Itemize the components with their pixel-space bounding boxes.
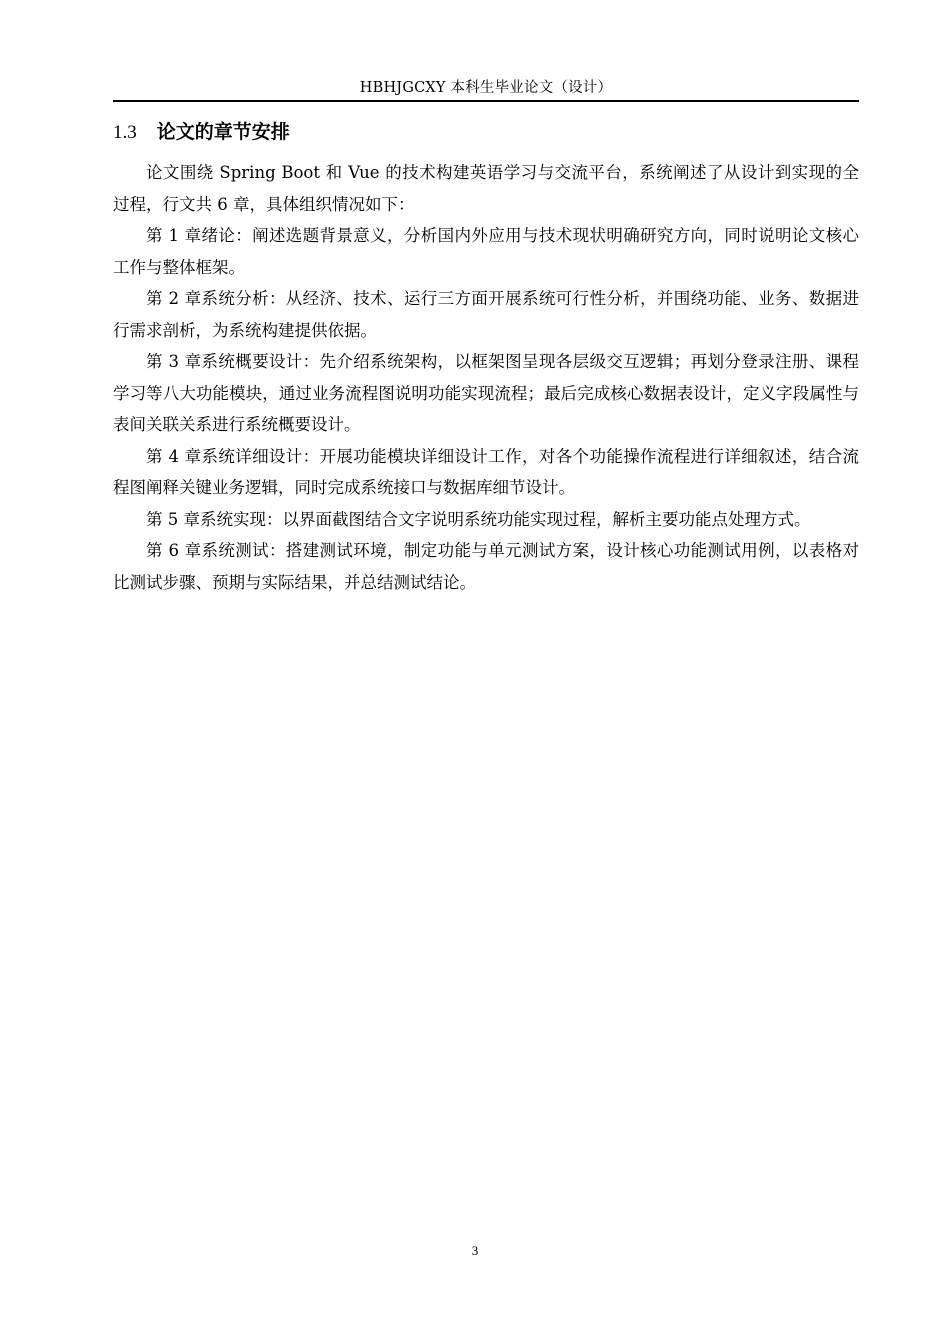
page-number: 3: [471, 1243, 479, 1258]
paragraph-chapter-4: 第 4 章系统详细设计：开展功能模块详细设计工作，对各个功能操作流程进行详细叙述，结合流程图阐释关键业务逻辑，同时完成系统接口与数据库细节设计。: [113, 446, 859, 497]
paragraph-chapter-5: 第 5 章系统实现：以界面截图结合文字说明系统功能实现过程，解析主要功能点处理方式。: [146, 509, 811, 529]
section-title: 论文的章节安排: [156, 121, 290, 143]
paragraph-chapter-2: 第 2 章系统分析：从经济、技术、运行三方面开展系统可行性分析，并围绕功能、业务、数据进行需求剖析，为系统构建提供依据。: [113, 289, 859, 340]
body-text: [113, 157, 859, 598]
page-header-title: HBHJGCXY 本科生毕业论文（设计）: [359, 80, 613, 96]
section-heading: [113, 117, 290, 147]
section-number: 1.3: [113, 122, 137, 143]
paragraph-intro: 论文围绕 Spring Boot 和 Vue 的技术构建英语学习与交流平台，系统阐述了从设计到实现的全过程，行文共 6 章，具体组织情况如下：: [113, 163, 859, 214]
paragraph-chapter-6: 第 6 章系统测试：搭建测试环境，制定功能与单元测试方案，设计核心功能测试用例，以表格对比测试步骤、预期与实际结果，并总结测试结论。: [113, 541, 859, 592]
page-header: [113, 72, 859, 102]
paragraph-chapter-3: 第 3 章系统概要设计：先介绍系统架构，以框架图呈现各层级交互逻辑；再划分登录注册、课程学习等八大功能模块，通过业务流程图说明功能实现流程；最后完成核心数据表设计，定义字段属性与表间关联关系进行系统概要设计。: [113, 352, 859, 434]
paragraph-chapter-1: 第 1 章绪论：阐述选题背景意义，分析国内外应用与技术现状明确研究方向，同时说明论文核心工作与整体框架。: [113, 226, 859, 277]
